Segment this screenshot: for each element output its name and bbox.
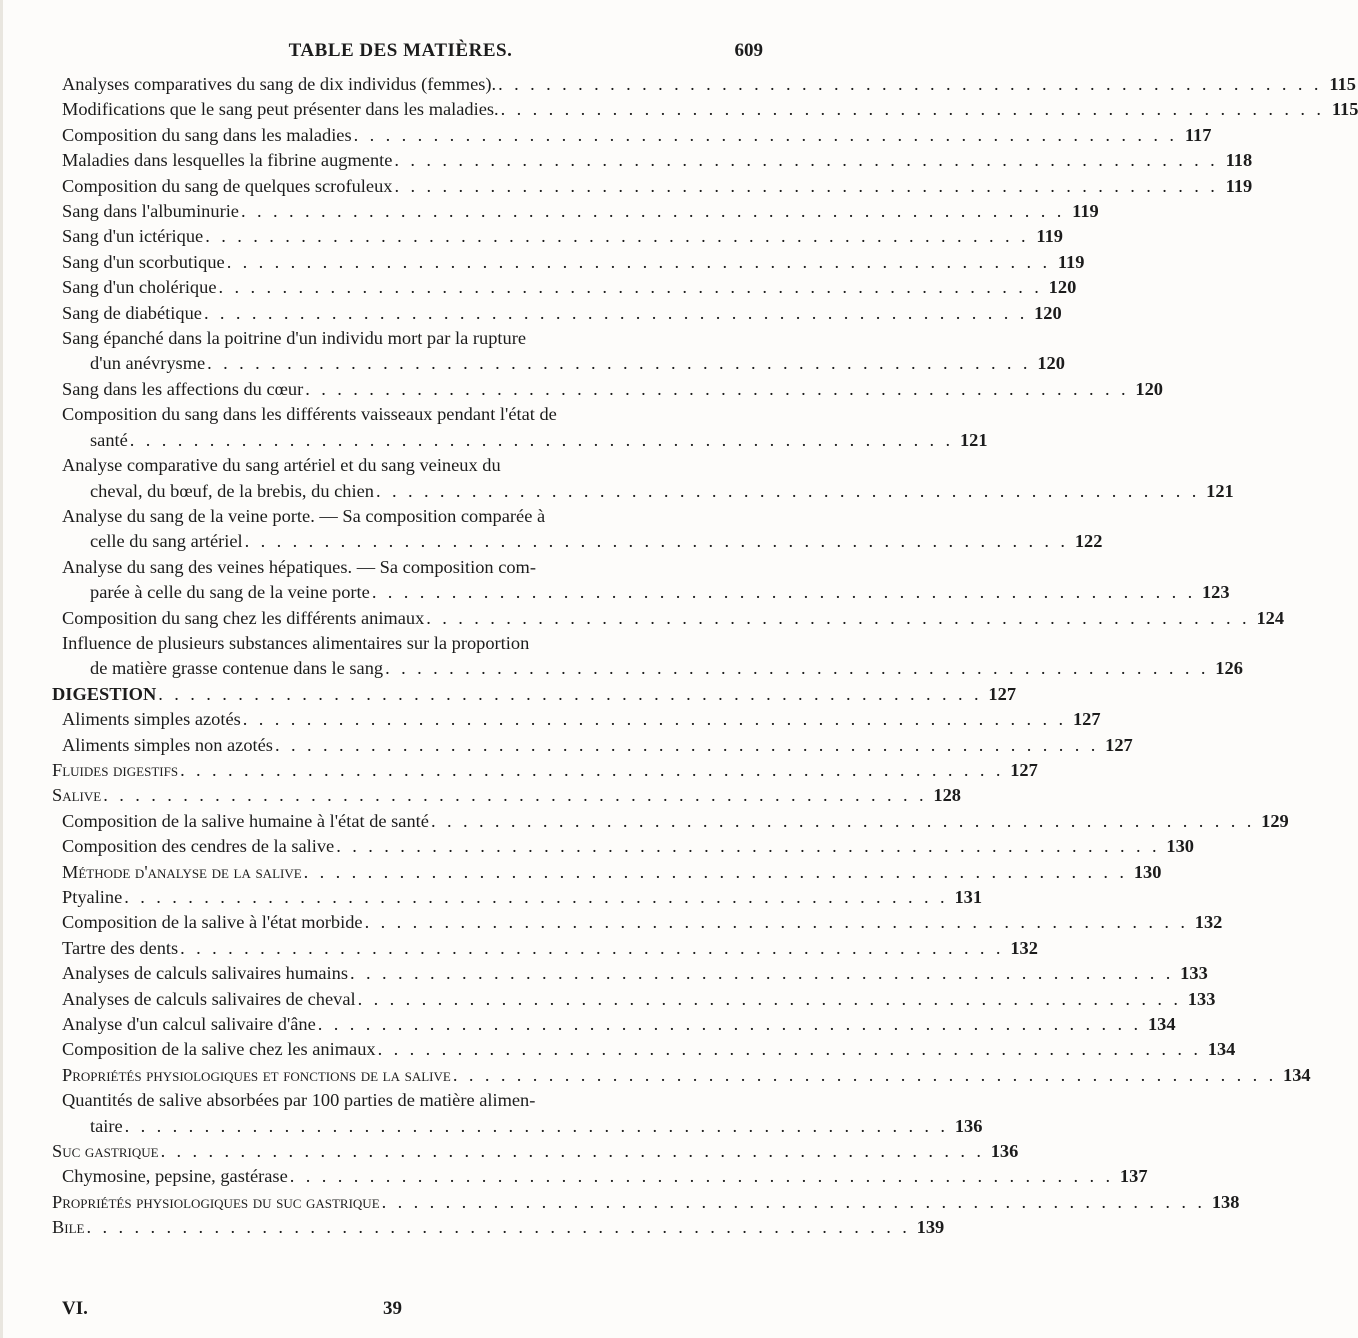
toc-entry-title: taire (90, 1115, 123, 1136)
toc-entry-title: Chymosine, pepsine, gastérase (62, 1166, 288, 1187)
dot-leader: . . . . . . . . . . . . . . . . . . . . . . . . . . . . . . . . . . . . . . . . . . . . . . . . . . . . (240, 201, 1065, 222)
toc-entry-title: Sang de diabétique (62, 302, 202, 323)
toc-entry-title: Composition de la salive humaine à l'état de santé (62, 810, 429, 831)
toc-entry-title: Suc gastrique (52, 1141, 159, 1162)
toc-entry-title: Propriétés physiologiques et fonctions de la salive (62, 1064, 451, 1085)
toc-entry-title: Analyses de calculs salivaires humains (62, 963, 348, 984)
toc-entry-title: DIGESTION (52, 683, 157, 704)
dot-leader: . . . . . . . . . . . . . . . . . . . . . . . . . . . . . . . . . . . . . . . . . . . . . . . . . . . . (430, 810, 1255, 831)
dot-leader: . . . . . . . . . . . . . . . . . . . . . . . . . . . . . . . . . . . . . . . . . . . . . . . . . . . . (86, 1217, 911, 1238)
toc-page-number: 136 (990, 1141, 1019, 1162)
toc-page-number: 130 (1133, 861, 1162, 882)
toc-page-number: 115 (1331, 99, 1358, 120)
toc-page-number: 133 (1187, 988, 1216, 1009)
header-page-number: 609 (734, 40, 763, 61)
dot-leader: . . . . . . . . . . . . . . . . . . . . . . . . . . . . . . . . . . . . . . . . . . . . . . . . . . . . (103, 785, 927, 806)
toc-entry (52, 1063, 1311, 1088)
toc-entry-title: d'un anévrysme (90, 353, 206, 374)
dot-leader: . . . . . . . . . . . . . . . . . . . . . . . . . . . . . . . . . . . . . . . . . . . . . . . . . . . . (336, 836, 1160, 857)
toc-entry-title: Modifications que le sang peut présenter dans les maladies. (62, 99, 499, 120)
toc-entry-first-line: Sang épanché dans la poitrine d'un individu mort par la rupture (62, 328, 526, 349)
toc-page-number: 119 (1225, 175, 1253, 196)
toc-entry-title: Fluides digestifs (52, 759, 179, 780)
dot-leader: . . . . . . . . . . . . . . . . . . . . . . . . . . . . . . . . . . . . . . . . . . . . . . . . . . . . (394, 150, 1219, 171)
toc-page-number: 133 (1180, 963, 1208, 984)
toc-entry-title: Sang d'un cholérique (62, 277, 217, 298)
toc-page-number: 120 (1135, 378, 1163, 399)
toc-page-number: 130 (1166, 836, 1194, 857)
dot-leader: . . . . . . . . . . . . . . . . . . . . . . . . . . . . . . . . . . . . . . . . . . . . . . . . . . . . (305, 378, 1129, 399)
toc-entry-title: Propriétés physiologiques du suc gastrique (52, 1191, 380, 1212)
toc-page-number: 117 (1184, 124, 1212, 145)
toc-entry (52, 656, 1243, 681)
toc-entry (52, 72, 1356, 97)
toc-page-number: 134 (1283, 1064, 1311, 1085)
dot-leader: . . . . . . . . . . . . . . . . . . . . . . . . . . . . . . . . . . . . . . . . . . . . . . . . . . . . (452, 1064, 1277, 1085)
toc-page-number: 127 (988, 683, 1017, 704)
toc-page-number: 128 (933, 785, 961, 806)
dot-leader: . . . . . . . . . . . . . . . . . . . . . . . . . . . . . . . . . . . . . . . . . . . . . . . . . . . . (274, 734, 1099, 755)
dot-leader: . . . . . . . . . . . . . . . . . . . . . . . . . . . . . . . . . . . . . . . . . . . . . . . . . . . . (124, 1115, 949, 1136)
toc-entry (52, 961, 1208, 986)
dot-leader: . . . . . . . . . . . . . . . . . . . . . . . . . . . . . . . . . . . . . . . . . . . . . . . . . . . . (377, 1039, 1202, 1060)
dot-leader: . . . . . . . . . . . . . . . . . . . . . . . . . . . . . . . . . . . . . . . . . . . . . . . . . . . . (500, 99, 1325, 120)
toc-page-number: 126 (1215, 658, 1243, 679)
toc-entry-title: Bile (52, 1217, 85, 1238)
toc-entry-title: cheval, du bœuf, de la brebis, du chien (90, 480, 374, 501)
toc-entry-title: Salive (52, 785, 102, 806)
toc-page-number: 134 (1147, 1014, 1176, 1035)
toc-page-number: 131 (954, 887, 983, 907)
toc-page-number: 132 (1010, 937, 1038, 958)
toc-page-number: 120 (1048, 277, 1077, 298)
toc-entry (52, 377, 1163, 402)
toc-entry (52, 606, 1285, 631)
toc-entry (52, 301, 1062, 326)
toc-page-number: 138 (1211, 1191, 1240, 1212)
toc-entry-first-line: Composition du sang dans les différents vaisseaux pendant l'état de (62, 404, 557, 425)
dot-leader: . . . . . . . . . . . . . . . . . . . . . . . . . . . . . . . . . . . . . . . . . . . . . . . . . . . . (205, 226, 1029, 247)
dot-leader: . . . . . . . . . . . . . . . . . . . . . . . . . . . . . . . . . . . . . . . . . . . . . . . . . . . . (218, 277, 1043, 298)
dot-leader: . . . . . . . . . . . . . . . . . . . . . . . . . . . . . . . . . . . . . . . . . . . . . . . . . . . . (289, 1166, 1114, 1187)
toc-entry-title: Tartre des dents (62, 937, 179, 958)
dot-leader: . . . . . . . . . . . . . . . . . . . . . . . . . . . . . . . . . . . . . . . . . . . . . . . . . . . . (124, 887, 949, 907)
toc-entry-title: Analyses de calculs salivaires de cheval (62, 988, 356, 1009)
toc-entry (52, 529, 1103, 554)
toc-entry (52, 580, 1230, 605)
table-of-contents (52, 72, 1358, 1241)
toc-entry-title: Aliments simples non azotés (62, 734, 273, 755)
dot-leader: . . . . . . . . . . . . . . . . . . . . . . . . . . . . . . . . . . . . . . . . . . . . . . . . . . . . (226, 251, 1051, 272)
dot-leader: . . . . . . . . . . . . . . . . . . . . . . . . . . . . . . . . . . . . . . . . . . . . . . . . . . . . (129, 429, 954, 450)
toc-page-number: 120 (1037, 353, 1065, 374)
toc-entry (52, 479, 1234, 504)
toc-entry-first-line: Quantités de salive absorbées par 100 parties de matière alimen- (62, 1090, 536, 1111)
toc-entry-title: parée à celle du sang de la veine porte (90, 582, 370, 603)
toc-page-number: 123 (1201, 582, 1230, 603)
toc-entry (52, 936, 1038, 961)
toc-entry-title: Composition du sang dans les maladies (62, 124, 352, 145)
toc-entry-first-line: Influence de plusieurs substances alimentaires sur la proportion (62, 632, 530, 653)
toc-entry (52, 199, 1099, 224)
toc-entry (52, 275, 1077, 300)
dot-leader: . . . . . . . . . . . . . . . . . . . . . . . . . . . . . . . . . . . . . . . . . . . . . . . . . . . . (203, 302, 1028, 323)
toc-page-number: 121 (959, 429, 988, 450)
toc-entry-first-line: Analyse comparative du sang artériel et du sang veineux du (62, 455, 501, 476)
toc-entry-title: santé (90, 429, 128, 450)
toc-entry-title: Sang d'un ictérique (62, 226, 204, 247)
toc-entry-title: Composition du sang chez les différents animaux (62, 607, 425, 628)
toc-page-number: 119 (1072, 201, 1099, 222)
toc-entry-title: Composition de la salive à l'état morbide (62, 912, 363, 933)
toc-page-number: 127 (1105, 734, 1133, 755)
toc-entry (52, 910, 1223, 935)
dot-leader: . . . . . . . . . . . . . . . . . . . . . . . . . . . . . . . . . . . . . . . . . . . . . . . . . . . . (180, 759, 1004, 780)
toc-entry (52, 1012, 1176, 1037)
toc-page-number: 118 (1225, 150, 1253, 171)
toc-page-number: 139 (916, 1217, 945, 1238)
toc-entry (52, 809, 1289, 834)
toc-entry-title: Composition du sang de quelques scrofuleux (62, 175, 393, 196)
toc-page-number: 120 (1034, 302, 1062, 323)
toc-entry (52, 351, 1065, 376)
toc-entry (52, 1139, 1019, 1164)
toc-entry-title: Ptyaline (62, 887, 123, 907)
signature-mark: VI. (62, 1298, 88, 1319)
dot-leader: . . . . . . . . . . . . . . . . . . . . . . . . . . . . . . . . . . . . . . . . . . . . . . . . . . . . (426, 607, 1251, 628)
toc-entry-title: Analyses comparatives du sang de dix individus (femmes). (62, 74, 497, 94)
toc-entry (52, 783, 961, 808)
toc-page-number: 136 (954, 1115, 983, 1136)
toc-page-number: 124 (1256, 607, 1285, 628)
toc-entry (52, 1037, 1236, 1062)
toc-entry (52, 174, 1253, 199)
toc-page-number: 127 (1010, 759, 1038, 780)
toc-entry (52, 885, 983, 910)
toc-entry-first-line: Analyse du sang des veines hépatiques. — Sa composition com- (62, 556, 536, 577)
dot-leader: . . . . . . . . . . . . . . . . . . . . . . . . . . . . . . . . . . . . . . . . . . . . . . . . . . . . (158, 683, 983, 704)
dot-leader: . . . . . . . . . . . . . . . . . . . . . . . . . . . . . . . . . . . . . . . . . . . . . . . . . . . . (303, 861, 1128, 882)
toc-entry-title: Sang dans les affections du cœur (62, 378, 304, 399)
dot-leader: . . . . . . . . . . . . . . . . . . . . . . . . . . . . . . . . . . . . . . . . . . . . . . . . . . . . (385, 658, 1209, 679)
toc-entry-title: celle du sang artériel (90, 531, 243, 552)
toc-entry (52, 148, 1253, 173)
toc-entry (52, 1190, 1240, 1215)
toc-entry (52, 1215, 945, 1240)
dot-leader: . . . . . . . . . . . . . . . . . . . . . . . . . . . . . . . . . . . . . . . . . . . . . . . . . . . . (498, 74, 1322, 94)
header-title: TABLE DES MATIÈRES. (288, 40, 513, 61)
page-footer (0, 1298, 801, 1322)
sheet-number: 39 (383, 1298, 402, 1319)
toc-entry (52, 860, 1162, 885)
toc-entry (52, 707, 1101, 732)
toc-entry (52, 987, 1216, 1012)
toc-page-number: 127 (1072, 709, 1101, 730)
toc-entry-title: Sang d'un scorbutique (62, 251, 225, 272)
page-edge (0, 0, 3, 1338)
toc-page-number: 134 (1207, 1039, 1236, 1060)
toc-page-number: 122 (1074, 531, 1103, 552)
toc-page-number: 121 (1206, 480, 1234, 501)
toc-entry-title: Composition des cendres de la salive (62, 836, 335, 857)
dot-leader: . . . . . . . . . . . . . . . . . . . . . . . . . . . . . . . . . . . . . . . . . . . . . . . . . . . . (353, 124, 1178, 145)
toc-entry (52, 428, 988, 453)
dot-leader: . . . . . . . . . . . . . . . . . . . . . . . . . . . . . . . . . . . . . . . . . . . . . . . . . . . . (357, 988, 1182, 1009)
dot-leader: . . . . . . . . . . . . . . . . . . . . . . . . . . . . . . . . . . . . . . . . . . . . . . . . . . . . (350, 963, 1174, 984)
toc-entry (52, 97, 1358, 122)
toc-page-number: 129 (1261, 810, 1289, 831)
dot-leader: . . . . . . . . . . . . . . . . . . . . . . . . . . . . . . . . . . . . . . . . . . . . . . . . . . . . (180, 937, 1004, 958)
toc-entry (52, 733, 1133, 758)
toc-entry-title: Aliments simples azotés (62, 709, 241, 730)
toc-entry (52, 1164, 1148, 1189)
toc-entry (52, 123, 1212, 148)
toc-entry-title: Maladies dans lesquelles la fibrine augmente (62, 150, 393, 171)
toc-entry-title: de matière grasse contenue dans le sang (90, 658, 384, 679)
dot-leader: . . . . . . . . . . . . . . . . . . . . . . . . . . . . . . . . . . . . . . . . . . . . . . . . . . . . (242, 709, 1067, 730)
toc-entry (52, 682, 1017, 707)
toc-page-number: 137 (1119, 1166, 1148, 1187)
dot-leader: . . . . . . . . . . . . . . . . . . . . . . . . . . . . . . . . . . . . . . . . . . . . . . . . . . . . (317, 1014, 1142, 1035)
toc-page-number: 115 (1329, 74, 1356, 94)
dot-leader: . . . . . . . . . . . . . . . . . . . . . . . . . . . . . . . . . . . . . . . . . . . . . . . . . . . . (381, 1191, 1206, 1212)
dot-leader: . . . . . . . . . . . . . . . . . . . . . . . . . . . . . . . . . . . . . . . . . . . . . . . . . . . . (160, 1141, 985, 1162)
toc-entry (52, 758, 1038, 783)
dot-leader: . . . . . . . . . . . . . . . . . . . . . . . . . . . . . . . . . . . . . . . . . . . . . . . . . . . . (394, 175, 1219, 196)
toc-entry-first-line: Analyse du sang de la veine porte. — Sa composition comparée à (62, 505, 546, 526)
toc-page-number: 132 (1194, 912, 1223, 933)
dot-leader: . . . . . . . . . . . . . . . . . . . . . . . . . . . . . . . . . . . . . . . . . . . . . . . . . . . . (371, 582, 1196, 603)
toc-page-number: 119 (1036, 226, 1063, 247)
toc-entry-title: Composition de la salive chez les animaux (62, 1039, 376, 1060)
toc-page-number: 119 (1057, 251, 1085, 272)
toc-entry (52, 834, 1194, 859)
dot-leader: . . . . . . . . . . . . . . . . . . . . . . . . . . . . . . . . . . . . . . . . . . . . . . . . . . . . (207, 353, 1031, 374)
toc-entry (52, 250, 1085, 275)
dot-leader: . . . . . . . . . . . . . . . . . . . . . . . . . . . . . . . . . . . . . . . . . . . . . . . . . . . . (375, 480, 1200, 501)
toc-entry-title: Analyse d'un calcul salivaire d'âne (62, 1014, 316, 1035)
dot-leader: . . . . . . . . . . . . . . . . . . . . . . . . . . . . . . . . . . . . . . . . . . . . . . . . . . . . (244, 531, 1069, 552)
toc-entry-title: Sang dans l'albuminurie (62, 201, 239, 222)
toc-entry (52, 224, 1063, 249)
running-header (0, 40, 801, 70)
toc-entry-title: Méthode d'analyse de la salive (62, 861, 302, 882)
dot-leader: . . . . . . . . . . . . . . . . . . . . . . . . . . . . . . . . . . . . . . . . . . . . . . . . . . . . (364, 912, 1189, 933)
toc-entry (52, 1114, 983, 1139)
